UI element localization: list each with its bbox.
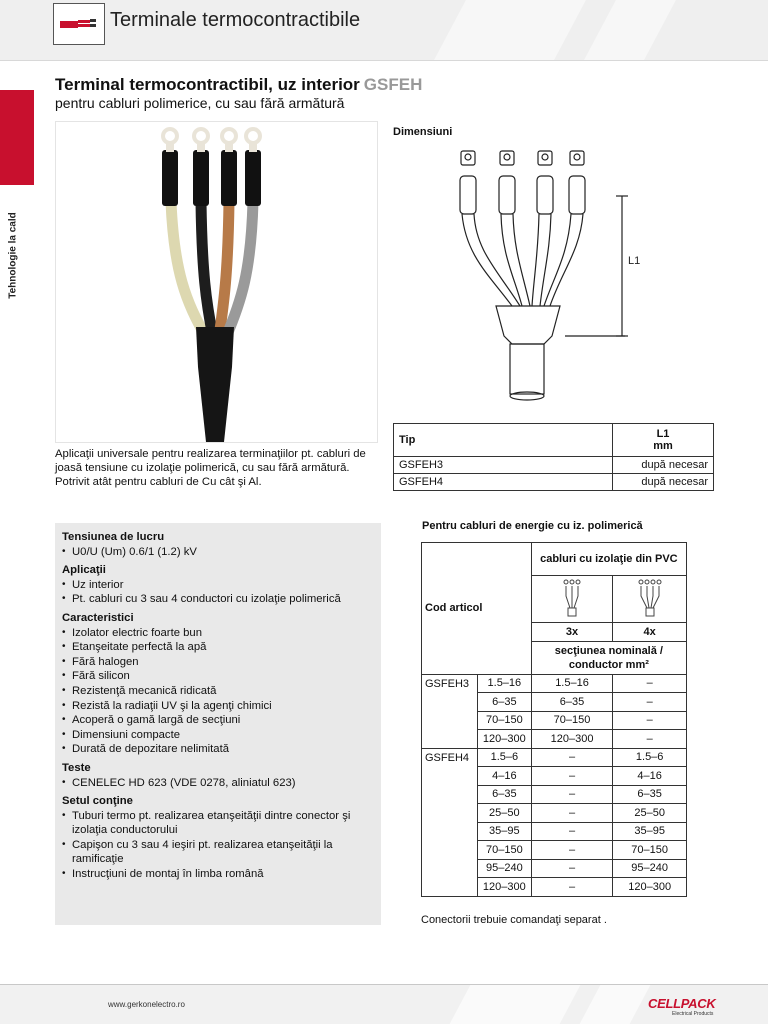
4x-cell: –: [613, 730, 687, 749]
list-item: • Instrucţiuni de montaj în limba română: [62, 867, 380, 882]
table-row: [394, 474, 714, 491]
l1-dimension-label: L1: [628, 255, 641, 267]
caracteristici-heading: Caracteristici: [62, 611, 134, 624]
range-cell: 95–240: [477, 859, 531, 878]
footer-stripe: [450, 985, 581, 1024]
range-cell: 6–35: [477, 785, 531, 804]
product-code: GSFEH: [363, 75, 423, 94]
product-subtitle: pentru cabluri polimerice, cu sau fără armătură: [55, 95, 345, 111]
sidebar-accent: [0, 90, 34, 185]
specs-content: [62, 527, 380, 886]
table-row: [422, 804, 687, 823]
range-cell: 120–300: [477, 730, 531, 749]
table-row: [422, 693, 687, 712]
4x-cell: –: [613, 674, 687, 693]
cod-articol-cell: [422, 767, 478, 786]
3-core-cable-icon: [531, 576, 613, 623]
4x-cell: –: [613, 711, 687, 730]
dimensions-label: Dimensiuni: [393, 126, 453, 138]
list-item: • CENELEC HD 623 (VDE 0278, aliniatul 623): [62, 776, 380, 791]
l1-cell: după necesar: [613, 474, 714, 491]
3x-cell: 6–35: [531, 693, 613, 712]
list-item: • Fără silicon: [62, 669, 380, 684]
range-cell: 6–35: [477, 693, 531, 712]
product-description: Aplicaţii universale pentru realizarea terminaţiilor pt. cabluri de joasă tensiune cu izolaţie polimerică, cu sau fără armătură. Potrivit atât pentru cabluri de Cu cât şi Al.: [55, 448, 366, 488]
list-item: • Acoperă o gamă largă de secţiuni: [62, 713, 380, 728]
table-row: [422, 711, 687, 730]
table-row: [422, 822, 687, 841]
range-cell: 4–16: [477, 767, 531, 786]
range-cell: 70–150: [477, 711, 531, 730]
table-row: [422, 767, 687, 786]
header-divider: [0, 60, 768, 61]
tip-header: Tip: [394, 424, 613, 457]
range-cell: 70–150: [477, 841, 531, 860]
3x-cell: 1.5–16: [531, 674, 613, 693]
l1-header-unit: mm: [653, 440, 673, 452]
table-row: [422, 730, 687, 749]
energy-table-title: Pentru cabluri de energie cu iz. polimerică: [422, 520, 643, 532]
cod-articol-cell: [422, 878, 478, 897]
cod-articol-cell: [422, 711, 478, 730]
sidebar-category-label: Tehnologie la cald: [7, 212, 19, 299]
connectors-note: Conectorii trebuie comandaţi separat .: [421, 914, 607, 926]
list-item: • Fără halogen: [62, 655, 380, 670]
list-item: • Tuburi termo pt. realizarea etanşeităţii dintre conector şi izolaţia conductorului: [62, 809, 380, 838]
table-row: [394, 457, 714, 474]
range-cell: 1.5–6: [477, 748, 531, 767]
tip-cell: GSFEH4: [394, 474, 613, 491]
4x-cell: –: [613, 693, 687, 712]
list-item: • Etanşeitate perfectă la apă: [62, 640, 380, 655]
cod-articol-cell: [422, 804, 478, 823]
list-item: • Durată de depozitare nelimitată: [62, 742, 380, 757]
list-item: • Rezistenţă mecanică ridicată: [62, 684, 380, 699]
table-row: [422, 748, 687, 767]
3x-cell: 120–300: [531, 730, 613, 749]
section-header: secţiunea nominală / conductor mm²: [531, 641, 686, 674]
list-item: • Pt. cabluri cu 3 sau 4 conductori cu izolaţie polimerică: [62, 592, 380, 607]
range-cell: 35–95: [477, 822, 531, 841]
4x-cell: 1.5–6: [613, 748, 687, 767]
3x-cell: 70–150: [531, 711, 613, 730]
table-row: [422, 859, 687, 878]
cod-articol-cell: GSFEH4: [422, 748, 478, 767]
list-item: • Uz interior: [62, 578, 380, 593]
3x-cell: –: [531, 785, 613, 804]
4x-cell: 35–95: [613, 822, 687, 841]
cellpack-logo-tagline: Electrical Products: [672, 1011, 714, 1017]
cod-articol-cell: [422, 859, 478, 878]
cod-articol-cell: [422, 693, 478, 712]
list-item: • Dimensiuni compacte: [62, 728, 380, 743]
table-row: [422, 785, 687, 804]
cable-terminal-icon: [53, 3, 105, 45]
3x-cell: –: [531, 841, 613, 860]
table-row: [422, 878, 687, 897]
4x-cell: 95–240: [613, 859, 687, 878]
col-4x-header: 4x: [613, 623, 687, 642]
page-title: Terminale termocontractibile: [110, 9, 361, 31]
product-photo: [55, 121, 378, 443]
teste-heading: Teste: [62, 761, 91, 774]
cod-articol-header: Cod articol: [422, 543, 532, 675]
4x-cell: 70–150: [613, 841, 687, 860]
tensiune-heading: Tensiunea de lucru: [62, 531, 165, 543]
range-cell: 25–50: [477, 804, 531, 823]
range-cell: 120–300: [477, 878, 531, 897]
tip-cell: GSFEH3: [394, 457, 613, 474]
list-item: • Rezistă la radiaţii UV şi la agenţi chimici: [62, 699, 272, 714]
4x-cell: 6–35: [613, 785, 687, 804]
dimension-drawing: [440, 146, 690, 420]
table-row: [422, 841, 687, 860]
product-title-text: Terminal termocontractibil, uz interior: [55, 75, 360, 94]
4x-cell: 120–300: [613, 878, 687, 897]
list-item: • Capişon cu 3 sau 4 ieşiri pt. realizarea etanşeităţii la ramificaţie: [62, 838, 380, 867]
4-core-cable-icon: [613, 576, 687, 623]
table-row: [422, 674, 687, 693]
3x-cell: –: [531, 878, 613, 897]
3x-cell: –: [531, 767, 613, 786]
tensiune-value: • U0/U (Um) 0.6/1 (1.2) kV: [62, 545, 380, 560]
cod-articol-cell: [422, 822, 478, 841]
col-3x-header: 3x: [531, 623, 613, 642]
l1-header-label: L1: [656, 428, 670, 440]
pvc-group-header: cabluri cu izolaţie din PVC: [531, 543, 686, 576]
cod-articol-cell: GSFEH3: [422, 674, 478, 693]
cod-articol-cell: [422, 785, 478, 804]
cod-articol-cell: [422, 730, 478, 749]
3x-cell: –: [531, 748, 613, 767]
4x-cell: 4–16: [613, 767, 687, 786]
tip-table: [393, 423, 714, 491]
3x-cell: –: [531, 822, 613, 841]
aplicatii-heading: Aplicaţii: [62, 564, 106, 577]
cellpack-logo: CELLPACK: [648, 996, 716, 1011]
3x-cell: –: [531, 804, 613, 823]
setul-heading: Setul conţine: [62, 795, 133, 808]
range-cell: 1.5–16: [477, 674, 531, 693]
3x-cell: –: [531, 859, 613, 878]
4x-cell: 25–50: [613, 804, 687, 823]
list-item: • Izolator electric foarte bun: [62, 626, 380, 641]
footer-url[interactable]: www.gerkonelectro.ro: [108, 1000, 185, 1009]
cod-articol-cell: [422, 841, 478, 860]
product-title: [55, 75, 422, 95]
energy-table: [421, 542, 687, 897]
l1-cell: după necesar: [613, 457, 714, 474]
l1-header: [613, 424, 714, 457]
